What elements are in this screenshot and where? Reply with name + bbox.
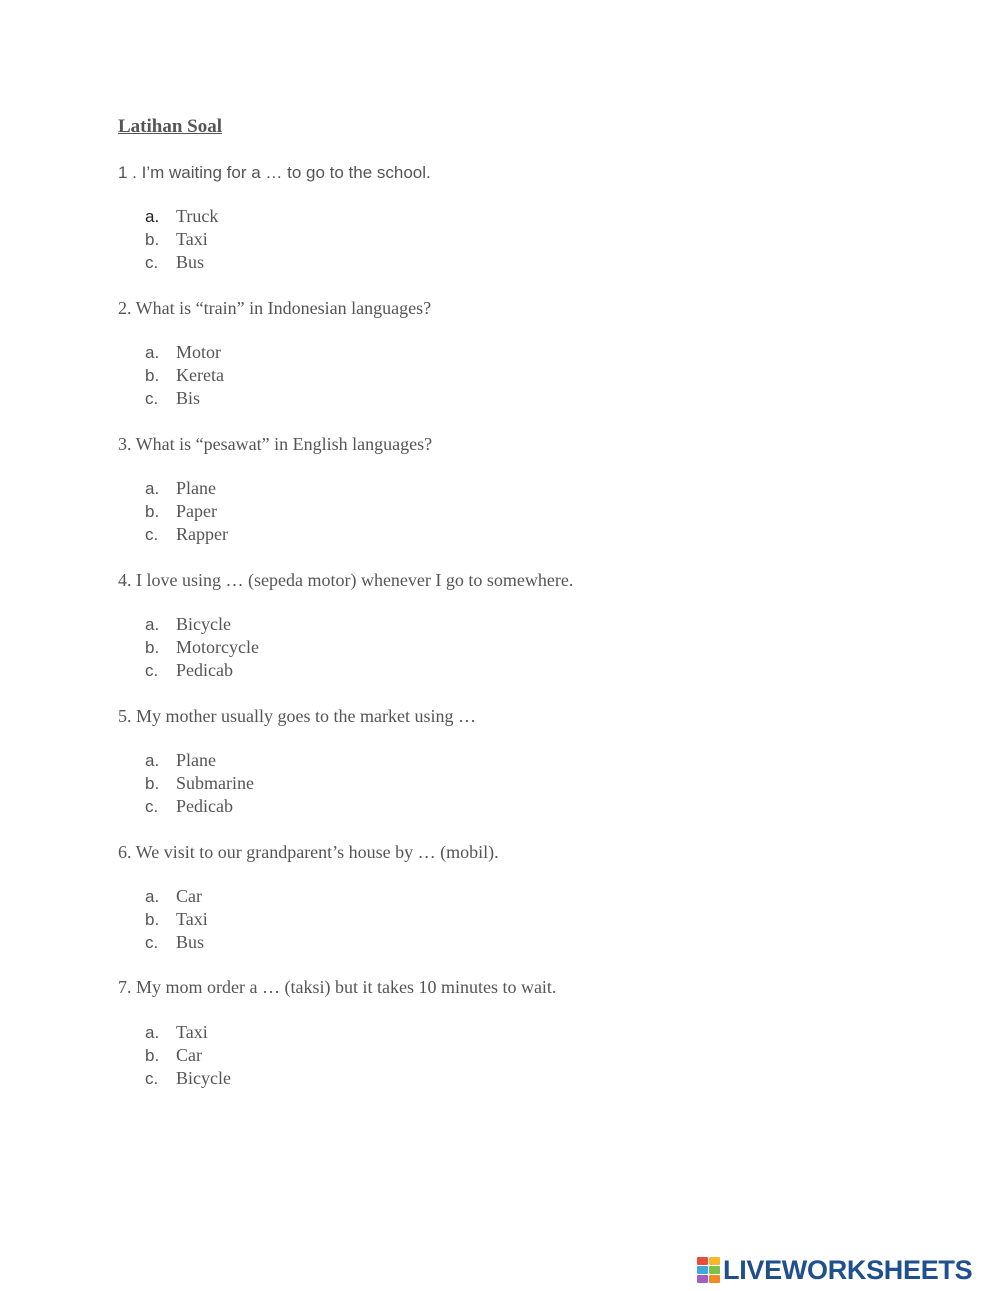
question-4-options [145, 613, 259, 681]
question-1-options [145, 205, 218, 273]
question-7-options [145, 1021, 231, 1089]
option-1b[interactable] [145, 228, 218, 251]
logo-block [697, 1266, 708, 1274]
option-7c[interactable] [145, 1067, 231, 1090]
question-2-options [145, 341, 224, 409]
question-5: 5. My mother usually goes to the market using … [118, 706, 476, 726]
option-letter: b. [145, 501, 160, 521]
option-6a[interactable] [145, 885, 208, 908]
logo-block [709, 1266, 720, 1274]
option-letter: b. [145, 773, 160, 793]
option-letter: c. [145, 388, 159, 408]
option-letter: a. [145, 615, 160, 634]
option-letter: c. [145, 524, 159, 544]
question-6: 6. We visit to our grandparent’s house by … (mobil). [118, 842, 499, 862]
option-text: Plane [176, 750, 216, 770]
option-5a[interactable] [145, 749, 254, 772]
option-text: Truck [176, 206, 219, 226]
option-text: Bus [176, 931, 205, 952]
option-6c[interactable] [145, 931, 208, 954]
option-text: Pedicab [176, 795, 233, 816]
logo-block [697, 1257, 708, 1265]
question-5-options [145, 749, 254, 817]
question-7: 7. My mom order a … (taksi) but it takes 10 minutes to wait. [118, 977, 557, 997]
option-2c[interactable] [145, 387, 224, 410]
option-text: Rapper [176, 523, 228, 544]
option-5c[interactable] [145, 795, 254, 818]
option-letter: b. [145, 229, 160, 249]
option-text: Bicycle [176, 1067, 231, 1088]
option-letter: a. [145, 207, 160, 226]
option-5b[interactable] [145, 772, 254, 795]
option-letter: b. [145, 909, 160, 929]
option-letter: a. [145, 1023, 160, 1042]
logo-blocks-icon [697, 1257, 720, 1283]
option-letter: a. [145, 343, 160, 362]
option-letter: c. [145, 660, 159, 680]
option-4c[interactable] [145, 659, 259, 682]
question-3-options [145, 477, 228, 545]
option-text: Motor [176, 342, 221, 362]
logo-block [709, 1275, 720, 1283]
option-1c[interactable] [145, 251, 218, 274]
option-text: Taxi [176, 908, 208, 929]
question-2: 2. What is “train” in Indonesian languages? [118, 298, 432, 318]
option-text: Bicycle [176, 614, 231, 634]
logo-block [697, 1275, 708, 1283]
option-7b[interactable] [145, 1044, 231, 1067]
question-3: 3. What is “pesawat” in English languages? [118, 434, 433, 454]
option-3a[interactable] [145, 477, 228, 500]
option-letter: a. [145, 751, 160, 770]
liveworksheets-logo [697, 1255, 972, 1285]
option-6b[interactable] [145, 908, 208, 931]
worksheet-title: Latihan Soal [118, 116, 223, 137]
question-6-options [145, 885, 208, 953]
question-4: 4. I love using … (sepeda motor) whenever I go to somewhere. [118, 570, 574, 590]
option-text: Taxi [176, 1022, 208, 1042]
option-4a[interactable] [145, 613, 259, 636]
option-text: Pedicab [176, 659, 233, 680]
option-letter: a. [145, 479, 160, 498]
option-1a[interactable] [145, 205, 218, 228]
option-4b[interactable] [145, 636, 259, 659]
option-text: Bis [176, 387, 201, 408]
option-text: Car [176, 1044, 202, 1065]
option-7a[interactable] [145, 1021, 231, 1044]
option-text: Submarine [176, 772, 254, 793]
option-3c[interactable] [145, 523, 228, 546]
option-2b[interactable] [145, 364, 224, 387]
option-text: Car [176, 886, 202, 906]
logo-block [709, 1257, 720, 1265]
option-letter: c. [145, 796, 159, 816]
option-letter: b. [145, 365, 160, 385]
option-2a[interactable] [145, 341, 224, 364]
option-letter: c. [145, 252, 159, 272]
option-3b[interactable] [145, 500, 228, 523]
option-letter: c. [145, 932, 159, 952]
option-letter: b. [145, 637, 160, 657]
option-letter: a. [145, 887, 160, 906]
option-text: Bus [176, 251, 205, 272]
option-text: Motorcycle [176, 636, 259, 657]
brand-name: LIVEWORKSHEETS [723, 1254, 973, 1285]
option-text: Kereta [176, 364, 224, 385]
option-letter: c. [145, 1068, 159, 1088]
option-text: Plane [176, 478, 216, 498]
option-letter: b. [145, 1045, 160, 1065]
option-text: Paper [176, 500, 217, 521]
question-1: 1 . I’m waiting for a … to go to the school. [118, 163, 431, 182]
option-text: Taxi [176, 228, 208, 249]
